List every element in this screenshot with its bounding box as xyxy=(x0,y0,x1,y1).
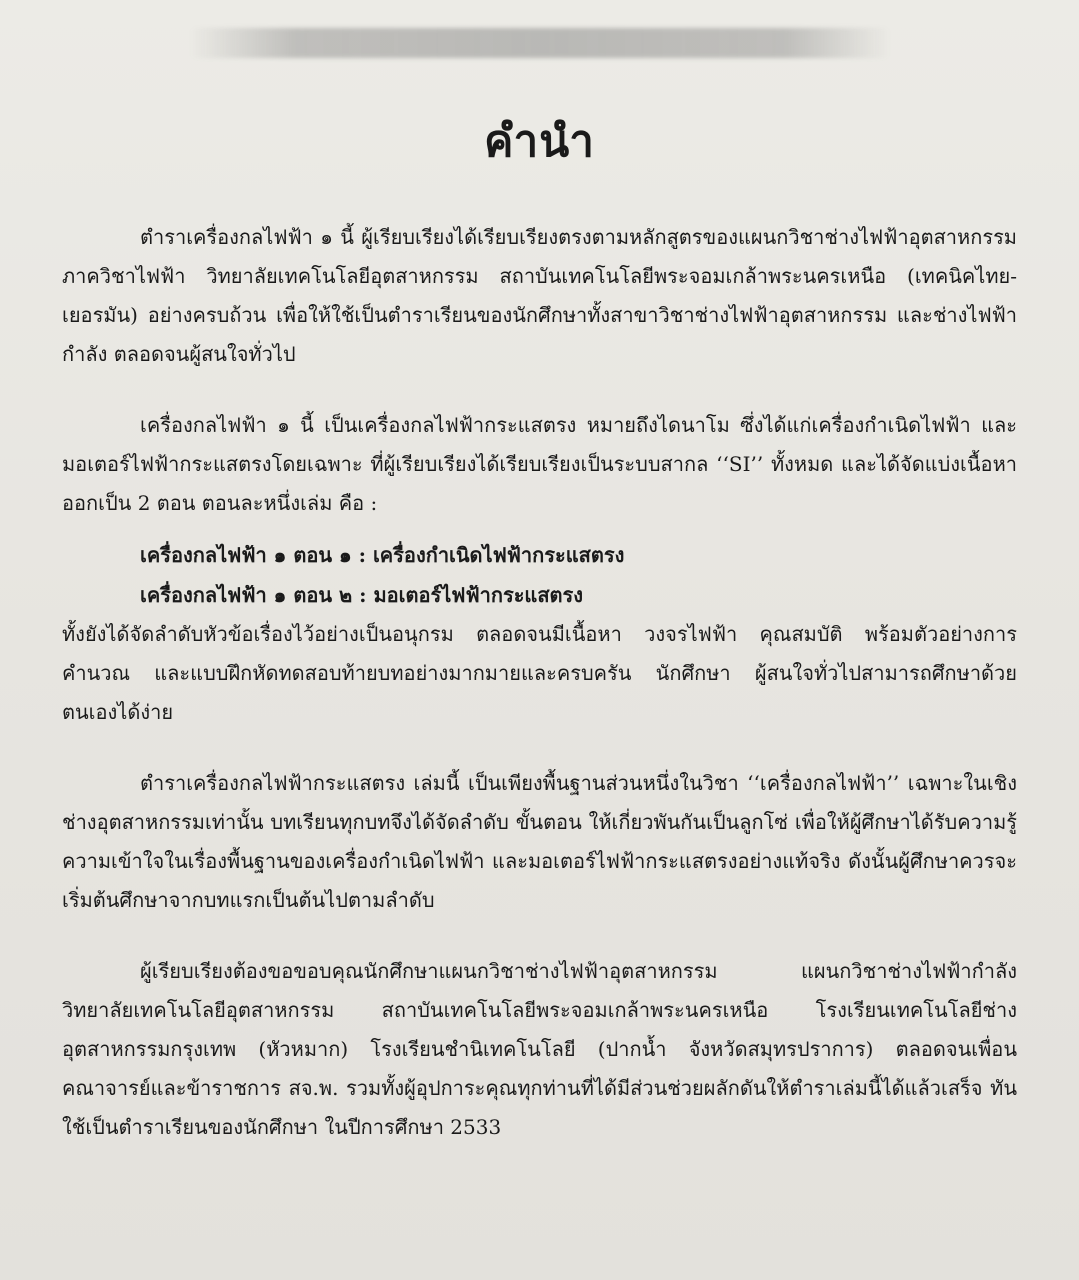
paragraph-1: ตำราเครื่องกลไฟฟ้า ๑ นี้ ผู้เรียบเรียงได้เรียบเรียงตรงตามหลักสูตรของแผนกวิชาช่างไฟฟ้าอุตสาหกรรม ภาควิชาไฟฟ้า วิทยาลัยเทคโนโลยีอุตสาหกรรม สถาบันเทคโนโลยีพระจอมเกล้าพระนครเหนือ (เทคนิคไทย- เยอรมัน) อย่างครบถ้วน เพื่อให้ใช้เป็นตำราเรียนของนักศึกษาทั้งสาขาวิชาช่างไฟฟ้าอุตสาหกรรม และช่างไฟฟ้ากำลัง ตลอดจนผู้สนใจทั่วไป xyxy=(62,225,1017,366)
paragraph-3: ตำราเครื่องกลไฟฟ้ากระแสตรง เล่มนี้ เป็นเพียงพื้นฐานส่วนหนึ่งในวิชา ‘‘เครื่องกลไฟฟ้า’’ เฉพาะในเชิงช่างอุตสาหกรรมเท่านั้น บทเรียนทุกบทจึงได้จัดลำดับ ขั้นตอน ให้เกี่ยวพันกันเป็นลูกโซ่ เพื่อให้ผู้ศึกษาได้รับความรู้ ความเข้าใจในเรื่องพื้นฐานของเครื่องกำเนิดไฟฟ้า และมอเตอร์ไฟฟ้ากระแสตรงอย่างแท้จริง ดังนั้นผู้ศึกษาควรจะเริ่มต้นศึกษาจากบทแรกเป็นต้นไปตามลำดับ xyxy=(62,771,1017,912)
paragraph-2: เครื่องกลไฟฟ้า ๑ นี้ เป็นเครื่องกลไฟฟ้ากระแสตรง หมายถึงไดนาโม ซึ่งได้แก่เครื่องกำเนิดไฟฟ้า และมอเตอร์ไฟฟ้ากระแสตรงโดยเฉพาะ ที่ผู้เรียบเรียงได้เรียบเรียงเป็นระบบสากล ‘‘SI’’ ทั้งหมด และได้จัดแบ่งเนื้อหาออกเป็น 2 ตอน ตอนละหนึ่งเล่ม คือ : xyxy=(62,413,1017,515)
volume-list xyxy=(62,535,1017,615)
page-title: คำนำ xyxy=(484,116,595,167)
paragraph-4: ผู้เรียบเรียงต้องขอขอบคุณนักศึกษาแผนกวิชาช่างไฟฟ้าอุตสาหกรรม แผนกวิชาช่างไฟฟ้ากำลัง วิทยาลัยเทคโนโลยีอุตสาหกรรม สถาบันเทคโนโลยีพระจอมเกล้าพระนครเหนือ โรงเรียนเทคโนโลยีช่างอุตสาหกรรมกรุงเทพ (หัวหมาก) โรงเรียนชำนิเทคโนโลยี (ปากน้ำ จังหวัดสมุทรปราการ) ตลอดจนเพื่อนคณาจารย์และข้าราชการ สจ.พ. รวมทั้งผู้อุปการะคุณทุกท่านที่ได้มีส่วนช่วยผลักดันให้ตำราเล่มนี้ได้แล้วเสร็จ ทันใช้เป็นตำราเรียนของนักศึกษา ในปีการศึกษา 2533 xyxy=(62,959,1017,1139)
volume-item-1: เครื่องกลไฟฟ้า ๑ ตอน ๑ : เครื่องกำเนิดไฟฟ้ากระแสตรง xyxy=(140,543,625,567)
bleed-through-shadow xyxy=(190,28,890,58)
body-text xyxy=(62,218,1017,1179)
volume-item-2: เครื่องกลไฟฟ้า ๑ ตอน ๒ : มอเตอร์ไฟฟ้ากระแสตรง xyxy=(140,583,584,607)
paragraph-continuation: ทั้งยังได้จัดลำดับหัวข้อเรื่องไว้อย่างเป็นอนุกรม ตลอดจนมีเนื้อหา วงจรไฟฟ้า คุณสมบัติ พร้อมตัวอย่างการคำนวณ และแบบฝึกหัดทดสอบท้ายบทอย่างมากมายและครบครัน นักศึกษา ผู้สนใจทั่วไปสามารถศึกษาด้วยตนเองได้ง่าย xyxy=(62,622,1017,724)
